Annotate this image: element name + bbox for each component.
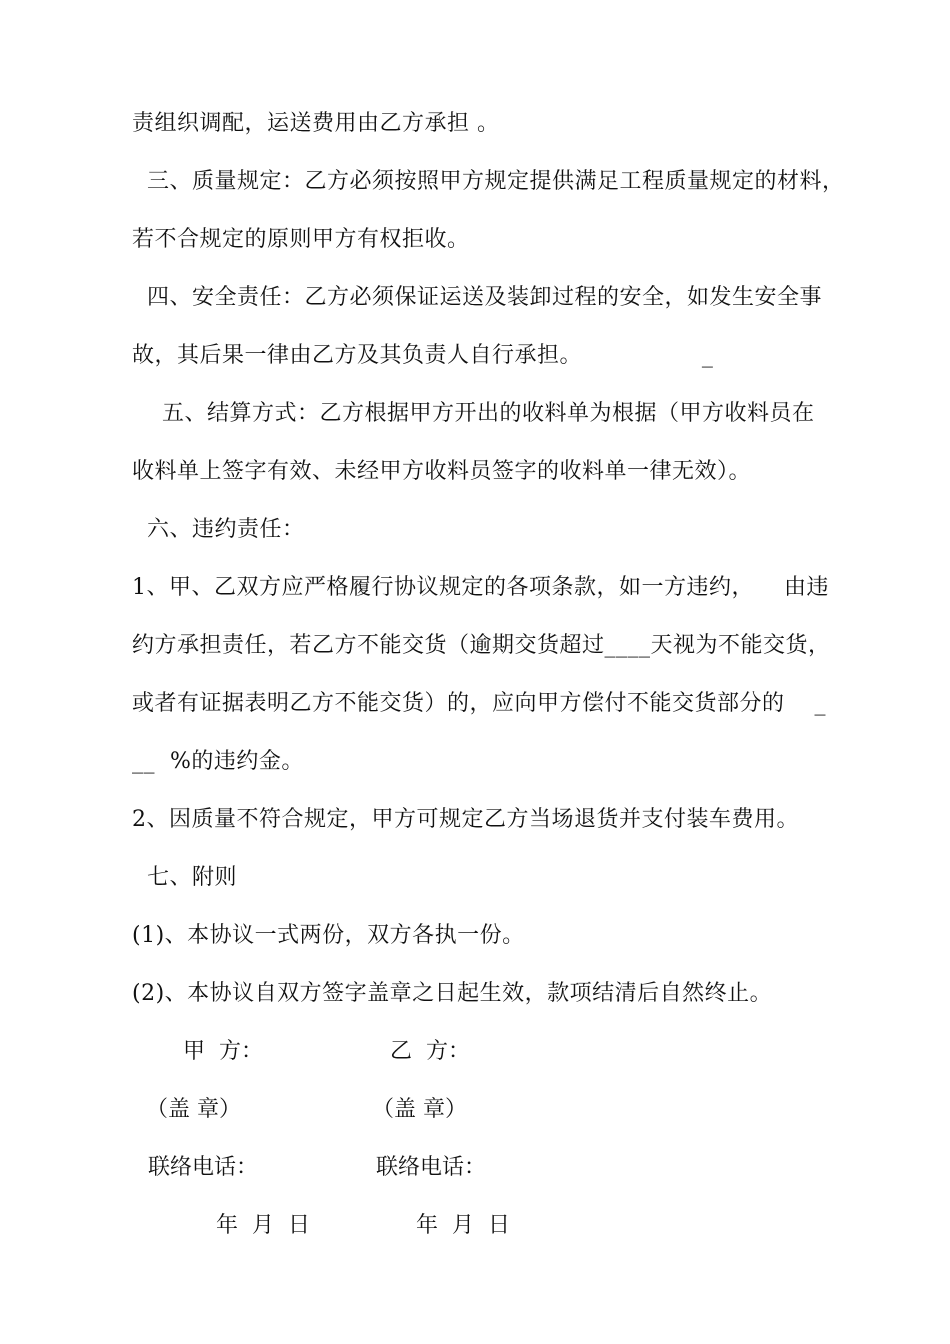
phone-b-label: 联络电话： xyxy=(376,1155,487,1180)
clause-line-3: 若不合规定的原则甲方有权拒收。 xyxy=(132,227,470,252)
clause-line-12: __ %的违约金。 xyxy=(132,749,304,774)
clause-line-2: 三、质量规定：乙方必须按照甲方规定提供满足工程质量规定的材料， xyxy=(132,169,845,194)
clause-line-13: 2、因质量不符合规定，甲方可规定乙方当场退货并支付装车费用。 xyxy=(132,807,799,832)
clause-line-16: (2)、本协议自双方签字盖章之日起生效，款项结清后自然终止。 xyxy=(132,981,773,1006)
clause-line-10: 约方承担责任，若乙方不能交货（逾期交货超过____天视为不能交货， xyxy=(132,633,831,658)
party-a-label: 甲 方： xyxy=(183,1039,263,1064)
clause-line-11: 或者有证据表明乙方不能交货）的，应向甲方偿付不能交货部分的 _ xyxy=(132,691,826,716)
seal-a-label: （盖 章） xyxy=(146,1097,241,1122)
clause-line-14: 七、附则 xyxy=(132,865,237,890)
clause-line-4: 四、安全责任：乙方必须保证运送及装卸过程的安全，如发生安全事 xyxy=(132,285,822,310)
clause-line-6: 五、结算方式：乙方根据甲方开出的收料单为根据（甲方收料员在 xyxy=(132,401,815,426)
phone-a-label: 联络电话： xyxy=(148,1155,259,1180)
clause-line-9: 1、甲、乙双方应严格履行协议规定的各项条款，如一方违约， 由违 xyxy=(132,575,829,600)
clause-line-7: 收料单上签字有效、未经甲方收料员签字的收料单一律无效）。 xyxy=(132,459,752,484)
date-a-label: 年 月 日 xyxy=(216,1213,310,1238)
clause-line-8: 六、违约责任： xyxy=(132,517,305,542)
clause-line-5: 故，其后果一律由乙方及其负责人自行承担。 _ xyxy=(132,343,714,368)
date-b-label: 年 月 日 xyxy=(416,1213,510,1238)
clause-line-1: 责组织调配，运送费用由乙方承担 。 xyxy=(132,111,500,136)
party-b-label: 乙 方： xyxy=(390,1039,470,1064)
seal-b-label: （盖 章） xyxy=(372,1097,467,1122)
clause-line-15: (1)、本协议一式两份，双方各执一份。 xyxy=(132,923,525,948)
